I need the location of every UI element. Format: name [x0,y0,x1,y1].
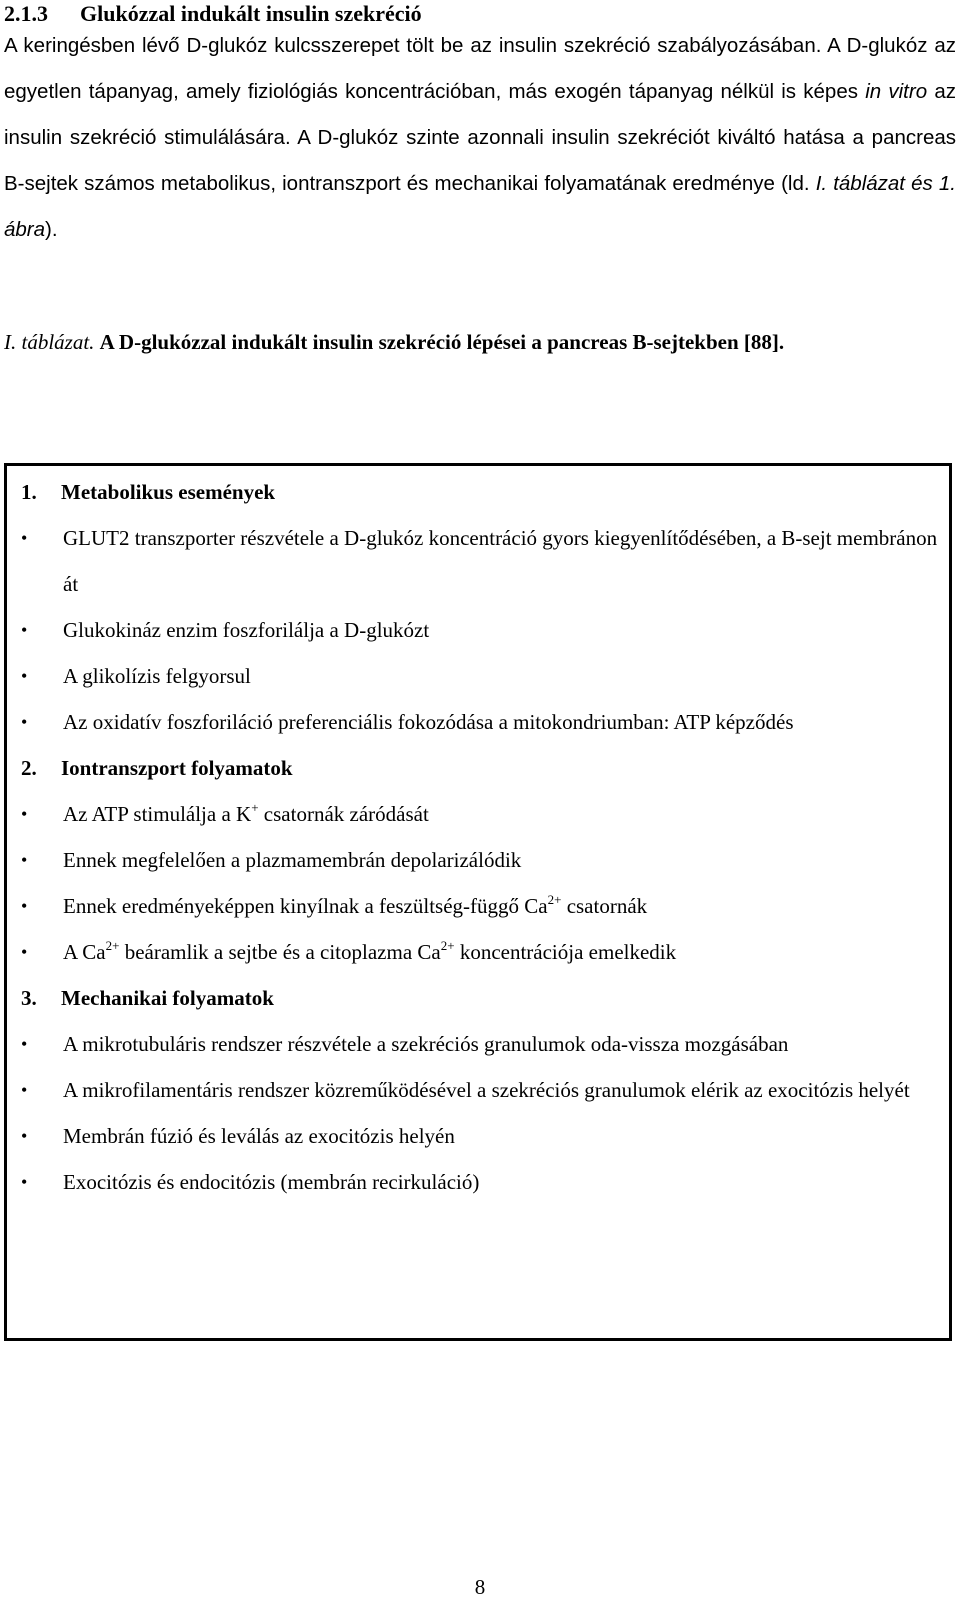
list-item [21,837,939,883]
intro-text-2: az insulin szekréció stimulálására. A D-glukóz szinte azonnali insulin szekréciót kiváltó hatása a pancreas B-sejtek számos metabolikus, iontranszport és mechanikai folyamatának eredménye (ld. [4,80,956,195]
list-item [21,607,939,653]
bullet-icon: • [21,620,28,640]
table-section-heading [21,745,939,791]
table-caption-title: A D-glukózzal indukált insulin szekréció lépései a pancreas B-sejtekben [88]. [99,330,785,354]
list-item [21,791,939,837]
list-item [21,1021,939,1067]
table-caption [4,319,956,365]
intro-text-1: A keringésben lévő D-glukóz kulcsszerepet tölt be az insulin szekréció szabályozásában. A D-glukóz az egyetlen tápanyag, amely fiziológiás koncentrációban, más exogén tápanyag nélkül is képes [4,34,956,103]
intro-italic-1: in vitro [865,80,928,103]
table-section-number: 3. [21,986,37,1010]
steps-table [4,463,952,1341]
table-section-title: Iontranszport folyamatok [61,756,293,780]
list-item [21,653,939,699]
list-item-text: GLUT2 transzporter részvétele a D-glukóz koncentráció gyors kiegyenlítődésében, a B-sejt membránon át [63,526,938,596]
list-item-text: Membrán fúzió és leválás az exocitózis helyén [63,1124,455,1148]
list-item-text: A $Ca^{2+}$ beáramlik a sejtbe és a citoplazma $Ca^{2+}$ koncentrációja emelkedik [63,938,677,964]
list-item [21,1113,939,1159]
bullet-icon: • [21,1034,28,1054]
list-item [21,929,939,975]
list-item-text: A mikrotubuláris rendszer részvétele a szekréciós granulumok oda-vissza mozgásában [63,1032,789,1056]
list-item [21,883,939,929]
page-number: 8 [474,1575,486,1599]
table-section-number: 2. [21,756,37,780]
list-item-text: Glukokináz enzim foszforilálja a D-glukózt [63,618,430,642]
section-title: Glukózzal indukált insulin szekréció [80,1,422,26]
bullet-icon: • [21,850,28,870]
list-item [21,1159,939,1205]
table-section-heading [21,975,939,1021]
table-caption-label: I. táblázat. [4,330,95,354]
list-item-text: Ennek megfelelően a plazmamembrán depolarizálódik [63,848,522,872]
list-item-text: A glikolízis felgyorsul [63,664,251,688]
list-item [21,699,939,745]
section-number: 2.1.3 [4,1,48,26]
list-item-text: Ennek eredményeképpen kinyílnak a feszültség-függő $Ca^{2+}$ csatornák [63,892,648,918]
list-item-text: Exocitózis és endocitózis (membrán recirkuláció) [63,1170,480,1194]
bullet-icon: • [21,1080,28,1100]
intro-italic-2: I. táblázat és 1. ábra [4,172,956,241]
list-item [21,515,939,607]
bullet-icon: • [21,1172,28,1192]
bullet-icon: • [21,896,28,916]
table-section-title: Mechanikai folyamatok [61,986,274,1010]
bullet-icon: • [21,712,28,732]
list-item-text: Az oxidatív foszforiláció preferenciális fokozódása a mitokondriumban: ATP képződés [63,710,794,734]
table-section-number: 1. [21,480,37,504]
list-item [21,1067,939,1113]
bullet-icon: • [21,804,28,824]
bullet-icon: • [21,942,28,962]
bullet-icon: • [21,666,28,686]
bullet-icon: • [21,528,28,548]
table-section-title: Metabolikus események [61,480,276,504]
list-item-text: Az ATP stimulálja a K+ csatornák záródását [63,800,429,826]
bullet-icon: • [21,1126,28,1146]
intro-text-3: ). [45,218,58,241]
list-item-text: A mikrofilamentáris rendszer közreműködésével a szekréciós granulumok elérik az exocitózis helyét [63,1078,910,1102]
table-section-heading [21,469,939,515]
intro-paragraph [4,23,956,253]
